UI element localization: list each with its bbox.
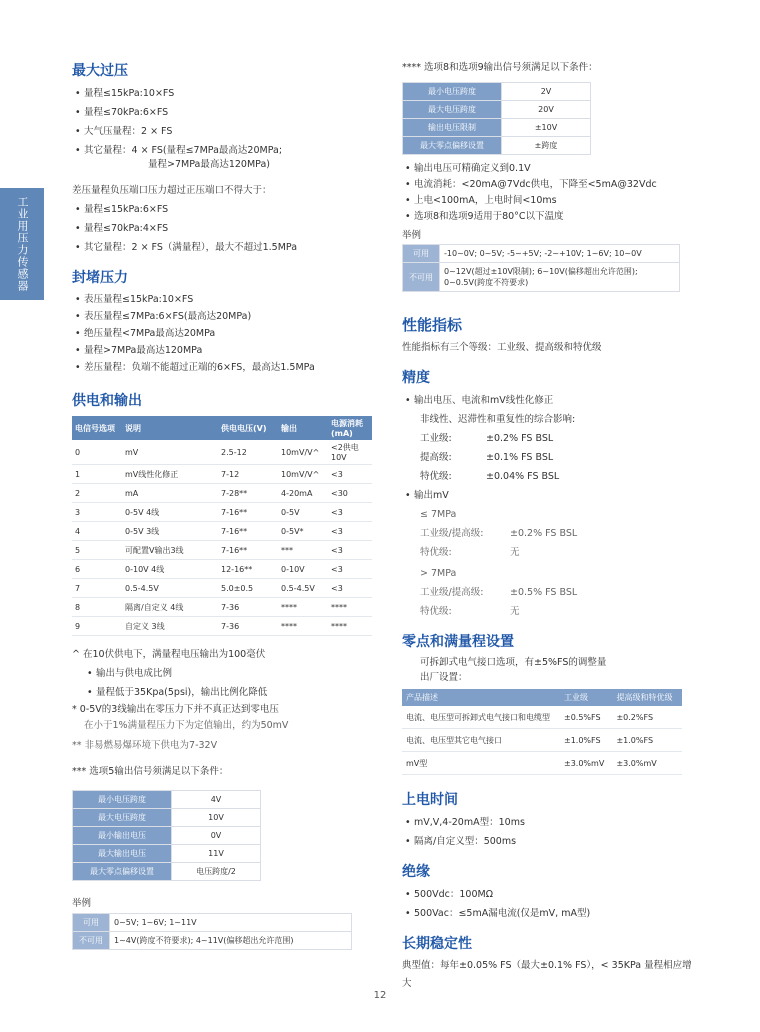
table-cell: 7-36: [218, 598, 278, 617]
table-cell: 最大电压跨度: [403, 101, 502, 119]
table-cell: mV线性化修正: [122, 465, 218, 484]
accuracy-list-2: [402, 486, 692, 505]
table-cell: 7-36: [218, 617, 278, 636]
table-cell: 5.0±0.5: [218, 579, 278, 598]
list-item: • 量程低于35Kpa(5psi)，输出比例化降低: [84, 683, 362, 702]
table-cell: 最大电压跨度: [73, 809, 172, 827]
diff-intro: 差压量程负压端口压力超过正压端口不得大于：: [72, 185, 272, 196]
col-header: 提高级和特优级: [612, 689, 682, 706]
grade-label: 特优级:: [420, 606, 452, 617]
table-cell: 输出电压限制: [403, 119, 502, 137]
burst-list: [72, 291, 362, 376]
table-cell: 可用: [73, 914, 110, 932]
table-row: [72, 503, 372, 522]
table-cell: 7-16**: [218, 503, 278, 522]
grade-row: [420, 448, 692, 467]
table-row: [403, 263, 680, 292]
stability-desc: 典型值：每年±0.05% FS（最大±0.1% FS），< 35KPa 量程相应增大: [402, 960, 692, 989]
table-cell: 9: [72, 617, 122, 636]
table-row: [72, 560, 372, 579]
table-cell: 可用: [403, 245, 440, 263]
opt89-intro: **** 选项8和选项9输出信号须满足以下条件：: [402, 62, 598, 73]
note-2b: 在小于1%满量程压力下为定值输出，约为50mV: [84, 720, 289, 731]
table-cell: ±1.0%FS: [612, 729, 682, 752]
zero-desc: [402, 655, 692, 685]
table-cell: 0-5V 4线: [122, 503, 218, 522]
note-1-list: [72, 664, 362, 702]
table-row: [72, 598, 372, 617]
table-cell: 5: [72, 541, 122, 560]
opt89-list: [402, 161, 692, 225]
list-item: • 量程≤15kPa:10×FS: [72, 84, 362, 103]
option5-example-table: [72, 913, 352, 950]
left-column: [72, 60, 362, 950]
table-row: [72, 484, 372, 503]
option89-table: [402, 82, 591, 155]
table-cell: <2供电10V: [328, 440, 372, 465]
list-item: • 量程≤15kPa:6×FS: [72, 200, 362, 219]
list-item: • 表压量程≤15kPa:10×FS: [72, 291, 362, 308]
table-row: [73, 914, 352, 932]
table-cell: -10~0V; 0~5V; -5~+5V; -2~+10V; 1~6V; 10~0V: [440, 245, 680, 263]
table-cell: ±1.0%FS: [560, 729, 612, 752]
table-cell: 0~5V; 1~6V; 1~11V: [110, 914, 352, 932]
col-header: 说明: [122, 416, 218, 440]
overpressure-list: [72, 84, 362, 172]
grade-label: 工业级/提高级:: [420, 528, 484, 539]
table-row: [73, 827, 261, 845]
table-cell: ****: [328, 617, 372, 636]
page-number: 12: [373, 990, 387, 1001]
list-item: • 大气压量程：2 × FS: [72, 122, 362, 141]
table-cell: 12-16**: [218, 560, 278, 579]
table-cell: 11V: [172, 845, 261, 863]
powerup-list: [402, 813, 692, 851]
table-cell: ±0.5%FS: [560, 706, 612, 729]
table-row: [402, 729, 682, 752]
performance-desc: 性能指标有三个等级：工业级、提高级和特优级: [402, 342, 602, 353]
table-row: [73, 809, 261, 827]
list-item: • mV,V,4-20mA型：10ms: [402, 813, 692, 832]
note-1: ^ 在10伏供电下，满量程电压输出为100毫伏: [72, 649, 266, 660]
list-item: • 隔离/自定义型：500ms: [402, 832, 692, 851]
note-2: * 0-5V的3线输出在零压力下并不真正达到零电压: [72, 704, 279, 715]
table-cell: 0.5-4.5V: [278, 579, 328, 598]
table-cell: 1~4V(跨度不符要求); 4~11V(偏移超出允许范围): [110, 932, 352, 950]
accuracy-block-1: [402, 410, 692, 486]
grade-label: 特优级:: [420, 471, 452, 482]
col-header: 产品描述: [402, 689, 560, 706]
burst-title: 封堵压力: [72, 270, 128, 286]
other-range-line2: 量程>7MPa最高达120MPa): [148, 159, 270, 170]
accuracy-sub: 非线性、迟滞性和重复性的综合影响:: [420, 414, 576, 425]
grade-row: [420, 524, 692, 543]
table-cell: 最大零点偏移设置: [403, 137, 502, 155]
other-range-line1: (量程≤7MPa最高达20MPa;: [162, 145, 283, 156]
grade-value: ±0.2% FS BSL: [486, 433, 554, 444]
grade-row: [420, 583, 692, 602]
right-column: [402, 60, 692, 993]
grade-label: 工业级:: [420, 433, 452, 444]
option5-table: [72, 790, 261, 881]
list-item: • 量程≤70kPa:6×FS: [72, 103, 362, 122]
list-item: • 电流消耗：<20mA@7Vdc供电，下降至<5mA@32Vdc: [402, 177, 692, 193]
table-cell: 电流、电压型其它电气接口: [402, 729, 560, 752]
table-cell: 7-28**: [218, 484, 278, 503]
table-cell: 0V: [172, 827, 261, 845]
table-row: [72, 465, 372, 484]
table-cell: 最大输出电压: [73, 845, 172, 863]
accuracy-list: [402, 391, 692, 410]
table-row: [72, 440, 372, 465]
table-cell: 7-12: [218, 465, 278, 484]
table-row: [403, 101, 591, 119]
grade-value: ±0.1% FS BSL: [486, 452, 554, 463]
list-item: • 表压量程≤7MPa:6×FS(最高达20MPa): [72, 308, 362, 325]
table-row: [73, 932, 352, 950]
list-item: • 绝压量程<7MPa最高达20MPa: [72, 325, 362, 342]
table-row: [72, 522, 372, 541]
table-cell: 最小输出电压: [73, 827, 172, 845]
le7-label: ≤ 7MPa: [420, 509, 457, 520]
supply-notes: [72, 646, 362, 780]
list-item: • 量程≤70kPa:4×FS: [72, 219, 362, 238]
grade-label: 特优级:: [420, 547, 452, 558]
table-cell: 6: [72, 560, 122, 579]
table-row: [72, 579, 372, 598]
insulation-title: 绝缘: [402, 864, 430, 880]
example-label: 举例: [402, 230, 422, 241]
grade-row: [420, 467, 692, 486]
table-cell: 2.5-12: [218, 440, 278, 465]
table-cell: 0-5V: [278, 503, 328, 522]
zero-table: [402, 689, 682, 775]
table-cell: ****: [278, 617, 328, 636]
table-row: [73, 791, 261, 809]
table-cell: 最小电压跨度: [403, 83, 502, 101]
list-item: • 差压量程：负端不能超过正端的6×FS，最高达1.5MPa: [72, 359, 362, 376]
table-cell: mV型: [402, 752, 560, 775]
table-cell: <3: [328, 503, 372, 522]
grade-value: ±0.2% FS BSL: [510, 528, 578, 539]
list-item: • 输出与供电成比例: [84, 664, 362, 683]
example-label: 举例: [72, 898, 92, 909]
table-cell: ****: [328, 598, 372, 617]
table-row: [73, 845, 261, 863]
grade-value: 无: [510, 547, 520, 558]
table-cell: 20V: [502, 101, 591, 119]
table-cell: 4-20mA: [278, 484, 328, 503]
col-header: 工业级: [560, 689, 612, 706]
table-cell: 8: [72, 598, 122, 617]
performance-title: 性能指标: [402, 316, 463, 334]
note-4: *** 选项5输出信号须满足以下条件：: [72, 766, 229, 777]
zero-title: 零点和满量程设置: [402, 634, 514, 650]
table-cell: 4V: [172, 791, 261, 809]
table-cell: 10V: [172, 809, 261, 827]
grade-value: ±0.04% FS BSL: [486, 471, 560, 482]
list-item: • 上电<100mA，上电时间<10ms: [402, 193, 692, 209]
list-item: • 输出mV: [402, 486, 692, 505]
stability-title: 长期稳定性: [402, 936, 472, 952]
list-item: • 500Vdc：100MΩ: [402, 885, 692, 904]
table-row: [403, 83, 591, 101]
list-item: • 输出电压、电流和mV线性化修正: [402, 391, 692, 410]
table-cell: ±3.0%mV: [612, 752, 682, 775]
table-cell: 0-10V: [278, 560, 328, 579]
table-cell: 2V: [502, 83, 591, 101]
table-row: [72, 541, 372, 560]
grade-row: [420, 429, 692, 448]
accuracy-block-2: [402, 505, 692, 621]
table-cell: <30: [328, 484, 372, 503]
col-header: 供电电压(V): [218, 416, 278, 440]
note-3: ** 非易燃易爆环境下供电为7-32V: [72, 740, 218, 751]
table-cell: <3: [328, 579, 372, 598]
grade-row: [420, 543, 692, 562]
zero-desc-2: 出厂设置：: [420, 672, 468, 683]
gt7-label: > 7MPa: [420, 568, 457, 579]
table-cell: ****: [278, 598, 328, 617]
table-row: [403, 137, 591, 155]
list-item: • 输出电压可精确定义到0.1V: [402, 161, 692, 177]
supply-table: [72, 416, 372, 636]
table-cell: 7-16**: [218, 541, 278, 560]
table-row: [403, 245, 680, 263]
table-cell: 隔离/自定义 4线: [122, 598, 218, 617]
table-cell: mA: [122, 484, 218, 503]
table-cell: 最大零点偏移设置: [73, 863, 172, 881]
table-cell: 0: [72, 440, 122, 465]
table-cell: 电压跨度/2: [172, 863, 261, 881]
table-cell: mV: [122, 440, 218, 465]
list-item: • 量程>7MPa最高达120MPa: [72, 342, 362, 359]
table-cell: 1: [72, 465, 122, 484]
accuracy-title: 精度: [402, 370, 430, 386]
table-cell: ±跨度: [502, 137, 591, 155]
table-cell: <3: [328, 541, 372, 560]
table-cell: <3: [328, 522, 372, 541]
table-cell: 0.5-4.5V: [122, 579, 218, 598]
option89-example-table: [402, 244, 680, 292]
table-row: [73, 863, 261, 881]
table-cell: 0~12V(超过±10V限制); 6~10V(偏移超出允许范围); 0~0.5V(跨度不符要求): [440, 263, 680, 292]
list-item: • 其它量程：2 × FS（满量程），最大不超过1.5MPa: [72, 238, 362, 257]
table-row: [402, 706, 682, 729]
table-cell: 4: [72, 522, 122, 541]
table-cell: 0-10V 4线: [122, 560, 218, 579]
list-item: • 选项8和选项9适用于80°C以下温度: [402, 209, 692, 225]
other-range-label: 其它量程：4 × FS: [84, 145, 163, 156]
powerup-title: 上电时间: [402, 792, 458, 808]
table-cell: 不可用: [73, 932, 110, 950]
insulation-list: [402, 885, 692, 923]
table-cell: 最小电压跨度: [73, 791, 172, 809]
table-cell: ±10V: [502, 119, 591, 137]
table-cell: 0-5V*: [278, 522, 328, 541]
table-cell: 自定义 3线: [122, 617, 218, 636]
table-cell: <3: [328, 465, 372, 484]
table-cell: 10mV/V^: [278, 440, 328, 465]
grade-row: [420, 602, 692, 621]
overpressure-title: 最大过压: [72, 63, 128, 79]
table-cell: 电流、电压型可拆卸式电气接口和电缆型: [402, 706, 560, 729]
table-cell: 7-16**: [218, 522, 278, 541]
diff-list: [72, 200, 362, 257]
grade-label: 工业级/提高级:: [420, 587, 484, 598]
table-cell: 可配置V输出3线: [122, 541, 218, 560]
table-cell: <3: [328, 560, 372, 579]
table-cell: 2: [72, 484, 122, 503]
supply-title: 供电和输出: [72, 393, 142, 409]
table-row: [402, 752, 682, 775]
table-row: [403, 119, 591, 137]
grade-label: 提高级:: [420, 452, 452, 463]
list-item: • 500Vac：≤5mA漏电流(仅是mV, mA型): [402, 904, 692, 923]
table-cell: 10mV/V^: [278, 465, 328, 484]
table-cell: 7: [72, 579, 122, 598]
table-cell: 不可用: [403, 263, 440, 292]
grade-value: ±0.5% FS BSL: [510, 587, 578, 598]
table-cell: ±3.0%mV: [560, 752, 612, 775]
side-tab: 工业用压力传感器: [0, 188, 44, 300]
zero-desc-1: 可拆卸式电气接口选项，有±5%FS的调整量: [420, 657, 607, 668]
grade-value: 无: [510, 606, 520, 617]
table-cell: 3: [72, 503, 122, 522]
table-cell: ***: [278, 541, 328, 560]
col-header: 输出: [278, 416, 328, 440]
col-header: 电源消耗(mA): [328, 416, 372, 440]
table-cell: 0-5V 3线: [122, 522, 218, 541]
table-row: [72, 617, 372, 636]
table-cell: ±0.2%FS: [612, 706, 682, 729]
col-header: 电信号选项: [72, 416, 122, 440]
list-item: [72, 144, 362, 172]
